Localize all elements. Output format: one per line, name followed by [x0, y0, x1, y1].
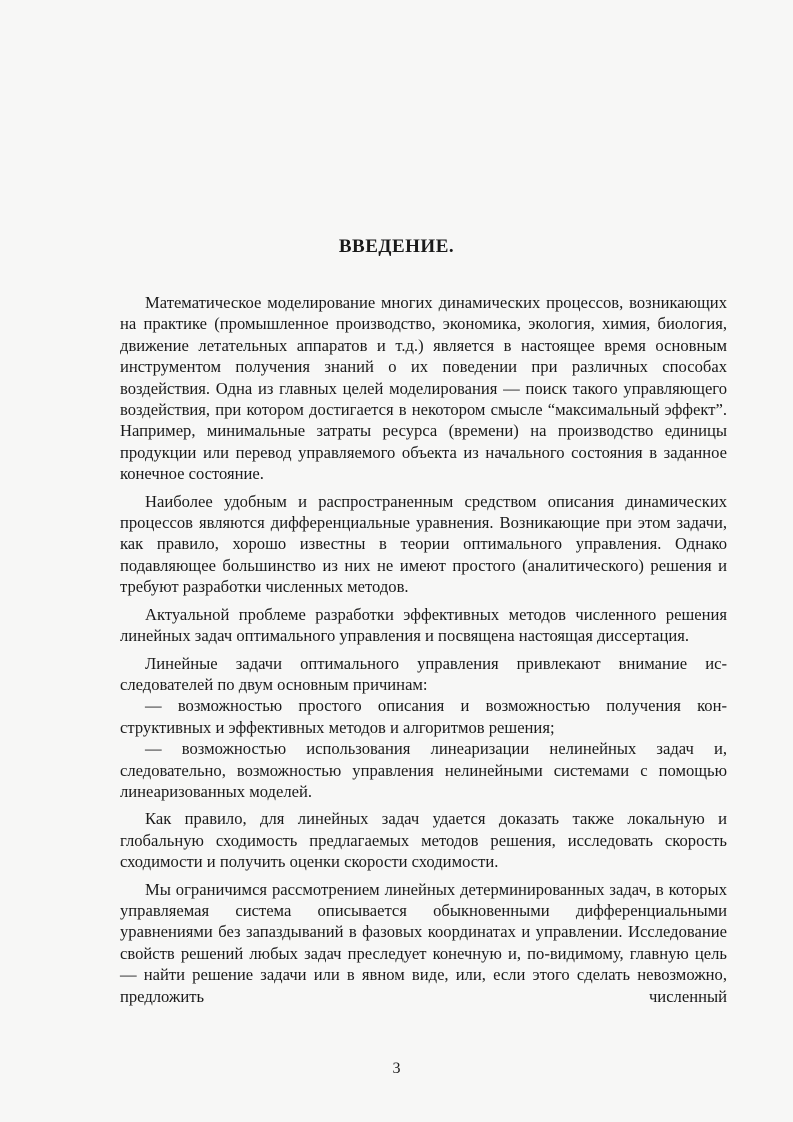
- paragraph: Как правило, для линейных задач удается доказать также локальную и глобальную сходимость предлагаемых методов решения, исследовать скорость сходимости и получить оценки скорости сходимости.: [120, 809, 727, 872]
- page-number: 3: [392, 1060, 401, 1077]
- paragraph: Математическое моделирование многих динамических процессов, возникающих на практике (промышленное производство, экономика, экология, химия, биология, движение летательных аппаратов и т.д.) является в настоящее время основным инструментом получения знаний о их поведении при различных способах воздействия. Одна из главных целей моделирования — поиск такого управляющего воздействия, при котором достигается в некотором смысле “максимальный эффект”. Например, минимальные затраты ресурса (времени) на производство единицы продукции или перевод управляемого объекта из начального состояния в заданное конечное состояние.: [120, 293, 727, 484]
- paragraph: Наиболее удобным и распространенным средством описания динамических процессов являются дифференциальные уравнения. Возникающие при этом задачи, как правило, хорошо известны в теории оптимального управления. Однако подавляющее большинство из них не имеют простого (аналитического) решения и требуют разработки численных методов.: [120, 491, 727, 597]
- section-title: ВВЕДЕНИЕ.: [338, 236, 455, 257]
- paragraph: Линейные задачи оптимального управления привлекают внимание исследователей по двум основным причинам:: [120, 653, 727, 694]
- paragraph: Мы ограничимся рассмотрением линейных детерминированных задач, в которых управляемая система описывается обыкновенными дифференциальными уравнениями без запаздываний в фазовых координатах и управлении. Исследование свойств решений любых задач преследует конечную и, по-видимому, главную цель — найти решение задачи или в явном виде, или, если этого сделать невозможно, предложить численный: [120, 879, 727, 1006]
- body-text: [120, 292, 727, 1007]
- list-item: — возможностью использования линеаризации нелинейных задач и, следовательно, возможностью управления нелинейными системами с помощью линеаризованных моделей.: [120, 739, 727, 801]
- list-item: — возможностью простого описания и возможностью получения конструктивных и эффективных методов и алгоритмов решения;: [120, 696, 727, 737]
- paragraph: Актуальной проблеме разработки эффективных методов численного решения линейных задач оптимального управления и посвящена настоящая диссертация.: [120, 604, 727, 646]
